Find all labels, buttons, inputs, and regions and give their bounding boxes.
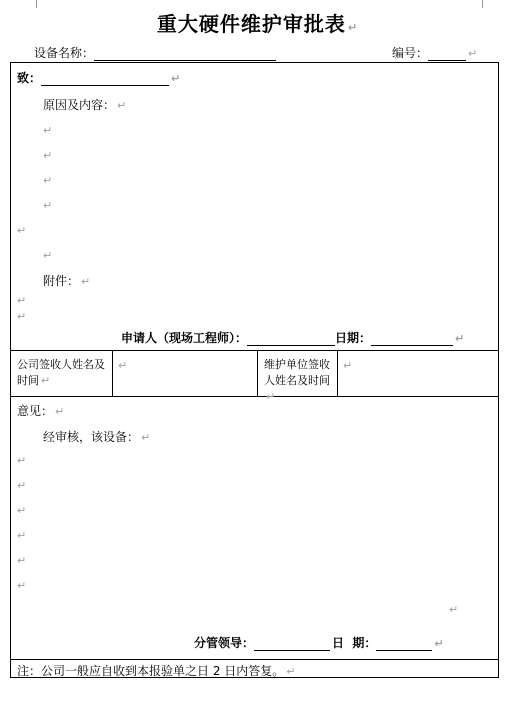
- reason-label: 原因及内容：: [43, 98, 116, 112]
- opinion-label: 意见：: [17, 404, 54, 418]
- device-name-field[interactable]: [94, 47, 276, 61]
- applicant-row: 申请人（现场工程师）： 日期： ↵: [121, 331, 465, 345]
- corner-mark-top-left: [28, 0, 37, 8]
- empty-paragraph: ↵: [449, 603, 459, 616]
- company-receiver-label: 公司签收人姓名及时间: [17, 358, 105, 387]
- empty-paragraph: ↵: [17, 454, 27, 467]
- empty-paragraph: ↵: [43, 199, 53, 212]
- opinion-row: 意见： ↵: [17, 404, 65, 418]
- company-receiver-cell: 公司签收人姓名及时间 ↵: [17, 358, 105, 387]
- leader-label: 分管领导：: [194, 636, 255, 650]
- empty-paragraph: ↵: [17, 310, 27, 323]
- reviewed-row: 经审核，该设备： ↵: [43, 430, 151, 444]
- empty-paragraph: ↵: [17, 224, 27, 237]
- number-row: 编号： ↵: [392, 46, 478, 60]
- footer-note-row: 注：公司一般应自收到本报验单之日 2 日内答复。 ↵: [17, 664, 296, 678]
- empty-paragraph: ↵: [43, 249, 53, 262]
- empty-paragraph: ↵: [17, 504, 27, 517]
- cell-divider-2: [257, 350, 258, 396]
- to-label: 致：: [17, 71, 42, 85]
- empty-paragraph: ↵: [17, 294, 27, 307]
- empty-paragraph: ↵: [17, 579, 27, 592]
- applicant-field[interactable]: [247, 332, 335, 346]
- leader-field[interactable]: [254, 637, 330, 651]
- empty-paragraph: ↵: [17, 479, 27, 492]
- applicant-date-field[interactable]: [371, 332, 453, 346]
- empty-paragraph: ↵: [43, 174, 53, 187]
- to-row: 致： ↵: [17, 71, 181, 85]
- maint-unit-receiver-cell: 维护单位签收人姓名及时间↵: [264, 358, 330, 403]
- divider-1: [10, 350, 499, 351]
- reason-label-row: 原因及内容： ↵: [43, 98, 127, 112]
- number-field[interactable]: [428, 47, 466, 61]
- leader-date-field[interactable]: [376, 637, 432, 651]
- leader-row: 分管领导： 日 期： ↵: [194, 636, 444, 650]
- attachment-row: 附件： ↵: [43, 274, 91, 288]
- maint-unit-receiver-label: 维护单位签收人姓名及时间: [264, 358, 330, 387]
- number-label: 编号：: [392, 46, 429, 60]
- empty-paragraph: ↵: [43, 149, 53, 162]
- empty-paragraph: ↵: [17, 554, 27, 567]
- divider-2: [10, 396, 499, 397]
- reviewed-label: 经审核，该设备：: [43, 430, 140, 444]
- page-title: 重大硬件维护审批表 ↵: [156, 12, 359, 36]
- to-field[interactable]: [41, 72, 169, 86]
- applicant-date-label: 日期：: [335, 331, 372, 345]
- company-receiver-value[interactable]: ↵: [118, 359, 128, 372]
- cell-divider-1: [112, 350, 113, 396]
- empty-paragraph: ↵: [17, 529, 27, 542]
- leader-date-label: 日 期：: [332, 636, 377, 650]
- maint-unit-receiver-value[interactable]: ↵: [343, 359, 353, 372]
- attachment-label: 附件：: [43, 274, 80, 288]
- device-name-row: [34, 44, 276, 61]
- corner-mark-top-right: [482, 0, 491, 8]
- empty-paragraph: ↵: [43, 124, 53, 137]
- applicant-label: 申请人（现场工程师）：: [121, 331, 248, 345]
- device-name-label: 设备名称：: [34, 46, 95, 60]
- cell-divider-3: [337, 350, 338, 396]
- divider-3: [10, 659, 499, 660]
- footer-note: 注：公司一般应自收到本报验单之日 2 日内答复。: [17, 664, 285, 678]
